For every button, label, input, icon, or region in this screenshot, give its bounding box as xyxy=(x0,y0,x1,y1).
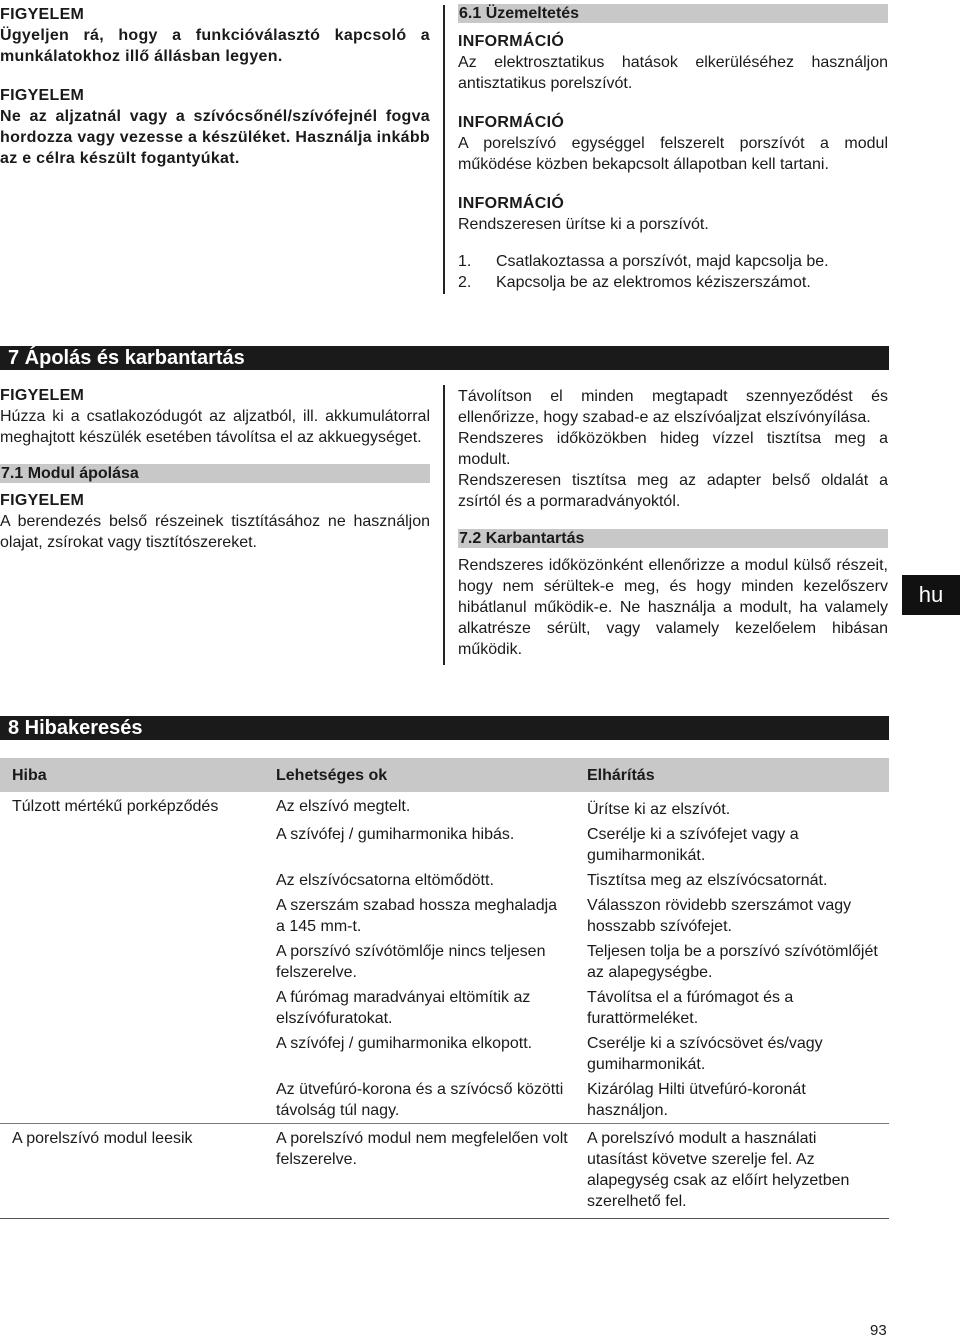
fault-cell xyxy=(0,1031,266,1077)
info-text: Rendszeresen ürítse ki a porszívót. xyxy=(458,216,709,233)
column-divider xyxy=(443,385,445,665)
table-row xyxy=(0,985,889,1031)
warning-title: FIGYELEM xyxy=(0,492,85,509)
fix-cell: Ürítse ki az elszívót. xyxy=(587,801,731,818)
info-text: A porelszívó egységgel felszerelt porszívót a modul működése közben bekapcsolt állapotban kell tartani. xyxy=(458,135,888,173)
table-header-row xyxy=(0,758,889,792)
troubleshooting-table xyxy=(0,758,889,1219)
info-text: Az elektrosztatikus hatások elkerüléséhez használjon antisztatikus porelszívót. xyxy=(458,54,888,92)
table-row xyxy=(0,822,889,868)
table-row xyxy=(0,792,889,822)
cause-cell: Az elszívócsatorna eltömődött. xyxy=(276,872,494,889)
care-paragraph: Távolítson el minden megtapadt szennyeződést és ellenőrizze, hogy szabad-e az elszívóaljzat elszívónyílása. xyxy=(458,388,888,426)
cause-cell: Az ütvefúró-korona és a szívócső közötti távolság túl nagy. xyxy=(266,1077,577,1124)
cause-cell: A szívófej / gumiharmonika hibás. xyxy=(276,826,515,843)
step-text: Csatlakoztassa a porszívót, majd kapcsolja be. xyxy=(496,253,829,270)
top-left-column xyxy=(0,4,430,169)
language-tab: hu xyxy=(902,575,960,615)
table-row xyxy=(0,939,889,985)
fix-cell: Cserélje ki a szívófejet vagy a gumiharmonikát. xyxy=(587,826,799,864)
warning-text: A berendezés belső részeinek tisztításához ne használjon olajat, zsírokat vagy tisztítószereket. xyxy=(0,513,430,551)
column-divider xyxy=(443,5,445,294)
fix-cell: Távolítsa el a fúrómagot és a furattörmeléket. xyxy=(587,989,794,1027)
fault-cell xyxy=(0,822,266,868)
header-fault: Hiba xyxy=(0,758,266,792)
info-title: INFORMÁCIÓ xyxy=(458,195,565,212)
table-row xyxy=(0,868,889,893)
warning-text: Ügyeljen rá, hogy a funkcióválasztó kapcsoló a munkálatokhoz illő állásban legyen. xyxy=(0,27,430,65)
page-number: 93 xyxy=(870,1322,887,1339)
fix-cell: Kizárólag Hilti ütvefúró-koronát használjon. xyxy=(577,1077,889,1124)
maintenance-text: Rendszeres időközönként ellenőrizze a modul külső részeit, hogy nem sérültek-e meg, és hogy minden kezelőszerv hibátlanul működik-e. Ne használja a modult, ha valamely alkatrésze sérült, vagy valamely kezelőelem hibásan működik. xyxy=(458,557,888,658)
step-text: Kapcsolja be az elektromos kéziszerszámot. xyxy=(496,274,811,291)
cause-cell: Az elszívó megtelt. xyxy=(276,798,411,815)
table-row xyxy=(0,893,889,939)
cause-cell: A porelszívó modul nem megfelelően volt felszerelve. xyxy=(266,1124,577,1219)
cause-cell: A porszívó szívótömlője nincs teljesen felszerelve. xyxy=(276,943,546,981)
warning-title: FIGYELEM xyxy=(0,387,85,404)
section7-left-column xyxy=(0,385,430,553)
warning-title: FIGYELEM xyxy=(0,87,85,104)
fix-cell: A porelszívó modult a használati utasítást követve szerelje fel. Az alapegység csak az előírt helyzetben szerelhető fel. xyxy=(577,1124,889,1219)
step-number: 1. xyxy=(458,253,472,270)
care-paragraph: Rendszeres időközökben hideg vízzel tisztítsa meg a modult. xyxy=(458,430,888,468)
section-header-8: 8 Hibakeresés xyxy=(0,716,889,740)
step-list xyxy=(458,251,888,293)
step-number: 2. xyxy=(458,274,472,291)
table-row xyxy=(0,1124,889,1219)
care-paragraph: Rendszeresen tisztítsa meg az adapter belső oldalát a zsírtól és a pormaradványoktól. xyxy=(458,472,888,510)
fix-cell: Cserélje ki a szívócsövet és/vagy gumiharmonikát. xyxy=(587,1035,823,1073)
table-row xyxy=(0,1031,889,1077)
fault-cell xyxy=(0,893,266,939)
fix-cell: Válasszon rövidebb szerszámot vagy hosszabb szívófejet. xyxy=(587,897,852,935)
fault-cell xyxy=(0,1077,266,1124)
section7-right-column xyxy=(458,386,888,660)
fault-cell xyxy=(0,868,266,893)
step-item xyxy=(458,272,888,293)
info-title: INFORMÁCIÓ xyxy=(458,33,565,50)
warning-text: Ne az aljzatnál vagy a szívócsőnél/szívófejnél fogva hordozza vagy vezesse a készüléket. Használja inkább az e célra készült fogantyúkat. xyxy=(0,108,431,167)
warning-text: Húzza ki a csatlakozódugót az aljzatból, ill. akkumulátorral meghajtott készülék esetében távolítsa el az akkuegységet. xyxy=(0,408,430,446)
section-title-7-2: 7.2 Karbantartás xyxy=(458,529,888,548)
warning-title: FIGYELEM xyxy=(0,6,85,23)
section-title-7-1: 7.1 Modul ápolása xyxy=(0,464,430,483)
info-title: INFORMÁCIÓ xyxy=(458,114,565,131)
fault-cell xyxy=(0,985,266,1031)
table-row xyxy=(0,1077,889,1124)
fix-cell: Teljesen tolja be a porszívó szívótömlőjét az alapegységbe. xyxy=(587,943,878,981)
cause-cell: A fúrómag maradványai eltömítik az elszívófuratokat. xyxy=(276,989,531,1027)
step-item xyxy=(458,251,888,272)
cause-cell: A szerszám szabad hossza meghaladja a 145 mm-t. xyxy=(276,897,558,935)
fix-cell: Tisztítsa meg az elszívócsatornát. xyxy=(587,872,828,889)
fault-cell: A porelszívó modul leesik xyxy=(0,1124,266,1219)
top-right-column xyxy=(458,4,888,293)
section-header-7: 7 Ápolás és karbantartás xyxy=(0,346,889,370)
fault-cell xyxy=(0,939,266,985)
fault-cell: Túlzott mértékű porképződés xyxy=(12,798,219,815)
cause-cell: A szívófej / gumiharmonika elkopott. xyxy=(276,1035,533,1052)
header-cause: Lehetséges ok xyxy=(266,758,577,792)
header-fix: Elhárítás xyxy=(577,758,889,792)
section-title-6-1: 6.1 Üzemeltetés xyxy=(458,4,888,23)
